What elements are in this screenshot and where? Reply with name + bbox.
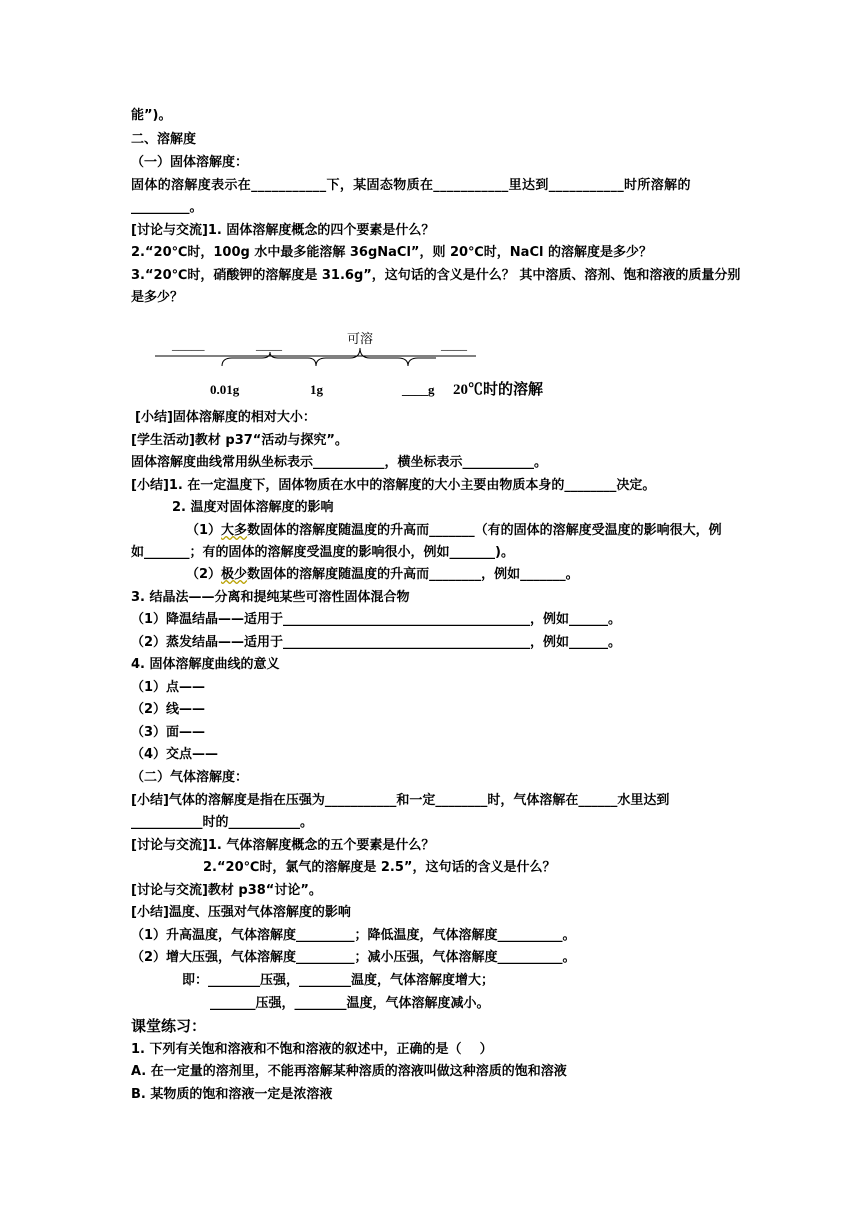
brace-3 xyxy=(408,358,436,366)
tick-0-01g: 0.01g xyxy=(210,382,240,397)
subsection-solid-solubility: （一）固体溶解度： xyxy=(131,155,249,170)
gas-pressure-effect: （2）增大压强，气体溶解度_________；减小压强，气体溶解度__________。 xyxy=(131,950,576,965)
diagram-blank-1: _____ xyxy=(172,337,205,352)
temperature-effect-1-cont: 如_______；有的固体的溶解度受温度的影响很小，例如_______)。 xyxy=(131,545,514,560)
curve-line: （2）线—— xyxy=(131,702,206,717)
curve-meaning-heading: 4. 固体溶解度曲线的意义 xyxy=(131,657,280,672)
summary-1: [小结]1. 在一定温度下，固体物质在水中的溶解度的大小主要由物质本身的________决定。 xyxy=(131,478,656,493)
line-continuation: 能”)。 xyxy=(131,108,172,123)
gas-solubility-definition-cont: ___________时的___________。 xyxy=(131,815,314,830)
diagram-caption: 20℃时的溶解 xyxy=(453,382,544,398)
discussion-q3: 3.“20℃时，硝酸钾的溶解度是 31.6g”，这句话的含义是什么？ 其中溶质、溶剂、饱和溶液的质量分别 xyxy=(131,268,741,283)
gas-summary-heading: [小结]温度、压强对气体溶解度的影响 xyxy=(131,905,351,920)
gas-discussion-q2: 2.“20℃时，氯气的溶解度是 2.5”，这句话的含义是什么？ xyxy=(203,860,556,875)
section-heading-solubility: 二、溶解度 xyxy=(131,132,197,147)
temperature-effect-heading: 2. 温度对固体溶解度的影响 xyxy=(172,500,334,515)
gas-summary-decrease: _______压强，________温度，气体溶解度减小。 xyxy=(210,996,490,1011)
solid-solubility-definition: 固体的溶解度表示在___________下，某固态物质在___________里达到___________时所溶解的 xyxy=(131,178,691,193)
brace-2 xyxy=(316,348,408,366)
solubility-scale-diagram xyxy=(150,328,560,404)
gas-summary-increase: 即：________压强，________温度，气体溶解度增大； xyxy=(182,973,495,988)
gas-discussion-q1: [讨论与交流]1. 气体溶解度概念的五个要素是什么？ xyxy=(131,838,435,853)
curve-intersection: （4）交点—— xyxy=(131,747,219,762)
crystallization-heading: 3. 结晶法——分离和提纯某些可溶性固体混合物 xyxy=(131,590,410,605)
cooling-crystallization: （1）降温结晶——适用于______________________________________，例如______。 xyxy=(131,612,622,627)
option-a: A. 在一定量的溶剂里，不能再溶解某种溶质的溶液叫做这种溶质的饱和溶液 xyxy=(131,1064,567,1079)
option-b: B. 某物质的饱和溶液一定是浓溶液 xyxy=(131,1087,333,1102)
temperature-effect-1: （1）大多数固体的溶解度随温度的升高而_______（有的固体的溶解度受温度的影响很大，例 xyxy=(186,523,722,538)
exercise-heading: 课堂练习： xyxy=(131,1017,207,1035)
definition-blank: _________。 xyxy=(131,200,203,215)
discussion-q2: 2.“20℃时，100g 水中最多能溶解 36gNaCl”，则 20℃时，NaCl 的溶解度是多少？ xyxy=(131,245,652,260)
exercise-question-1: 1. 下列有关饱和溶液和不饱和溶液的叙述中，正确的是（ ） xyxy=(131,1042,493,1057)
diagram-top-label: 可溶 xyxy=(347,331,374,346)
tick-1g: 1g xyxy=(310,382,323,397)
gas-solubility-definition: [小结]气体的溶解度是指在压强为___________和一定________时，气体溶解在______水里达到 xyxy=(131,793,670,808)
tick-g: ____g xyxy=(402,382,435,397)
diagram-blank-2: ____ xyxy=(256,337,282,352)
summary-relative-size: [小结]固体溶解度的相对大小： xyxy=(135,410,316,425)
curve-area: （3）面—— xyxy=(131,725,206,740)
textbook-discussion: [讨论与交流]教材 p38“讨论”。 xyxy=(131,883,322,898)
discussion-q1: [讨论与交流]1. 固体溶解度概念的四个要素是什么？ xyxy=(131,223,435,238)
brace-1 xyxy=(222,352,316,366)
discussion-q3-cont: 是多少？ xyxy=(131,290,184,305)
student-activity: [学生活动]教材 p37“活动与探究”。 xyxy=(131,433,348,448)
evaporation-crystallization: （2）蒸发结晶——适用于______________________________________，例如______。 xyxy=(131,635,622,650)
curve-point: （1）点—— xyxy=(131,680,206,695)
temperature-effect-2: （2）极少数固体的溶解度随温度的升高而________，例如_______。 xyxy=(186,567,579,582)
curve-axes: 固体溶解度曲线常用纵坐标表示___________，横坐标表示___________。 xyxy=(131,455,548,470)
gas-temperature-effect: （1）升高温度，气体溶解度_________；降低温度，气体溶解度__________。 xyxy=(131,928,576,943)
subsection-gas-solubility: （二）气体溶解度： xyxy=(131,770,249,785)
diagram-blank-3: ____ xyxy=(441,337,467,352)
